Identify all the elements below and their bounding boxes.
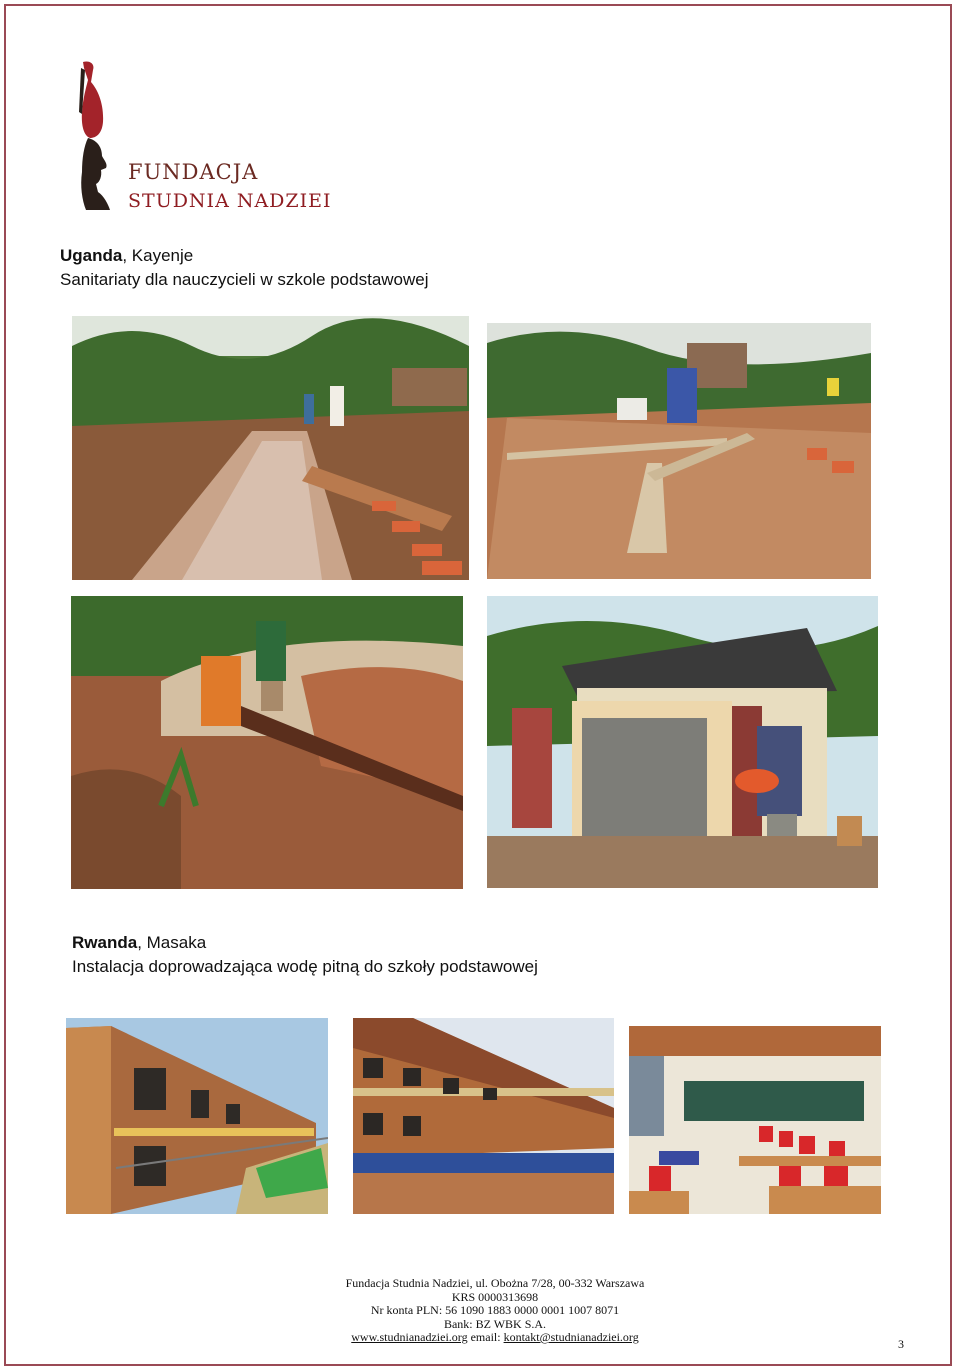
footer-email-link[interactable]: kontakt@studnianadziei.org (503, 1330, 639, 1344)
logo-text-fundacja: FUNDACJA (128, 160, 259, 184)
photo-digging-trench (71, 596, 463, 889)
photo-sanitary-building (487, 596, 878, 888)
footer-bank-name: Bank: BZ WBK S.A. (443, 1316, 547, 1331)
section-uganda-country: Uganda (60, 246, 123, 265)
section-rwanda-heading (72, 931, 538, 979)
section-rwanda-country: Rwanda (72, 933, 138, 952)
section-rwanda-subtitle: Instalacja doprowadzająca wodę pitną do szkoły podstawowej (72, 957, 538, 976)
section-uganda-subtitle: Sanitariaty dla nauczycieli w szkole podstawowej (60, 270, 429, 289)
logo-figure-icon (76, 60, 116, 210)
footer-address: Fundacja Studnia Nadziei, ul. Obożna 7/28, 00-332 Warszawa (345, 1276, 645, 1290)
footer-krs: KRS 0000313698 (451, 1289, 539, 1304)
footer-website-link[interactable]: www.studnianadziei.org (351, 1330, 468, 1344)
footer-email-label: email: (470, 1330, 504, 1344)
photo-brick-foundation (72, 316, 469, 580)
photo-classroom (629, 1026, 881, 1214)
photo-school-building-side (66, 1018, 328, 1214)
section-rwanda-place: , Masaka (137, 933, 207, 952)
page-number: 3 (898, 1337, 904, 1351)
photo-students-courtyard (353, 1018, 614, 1214)
section-uganda-heading (60, 244, 429, 292)
footer-contact (300, 1277, 690, 1345)
section-uganda-place: , Kayenje (122, 246, 194, 265)
footer-bank-account: Nr konta PLN: 56 1090 1883 0000 0001 1007 8071 (370, 1303, 620, 1317)
logo-text-studnia-nadziei: STUDNIA NADZIEI (128, 190, 332, 212)
photo-workers-planks (487, 323, 871, 579)
